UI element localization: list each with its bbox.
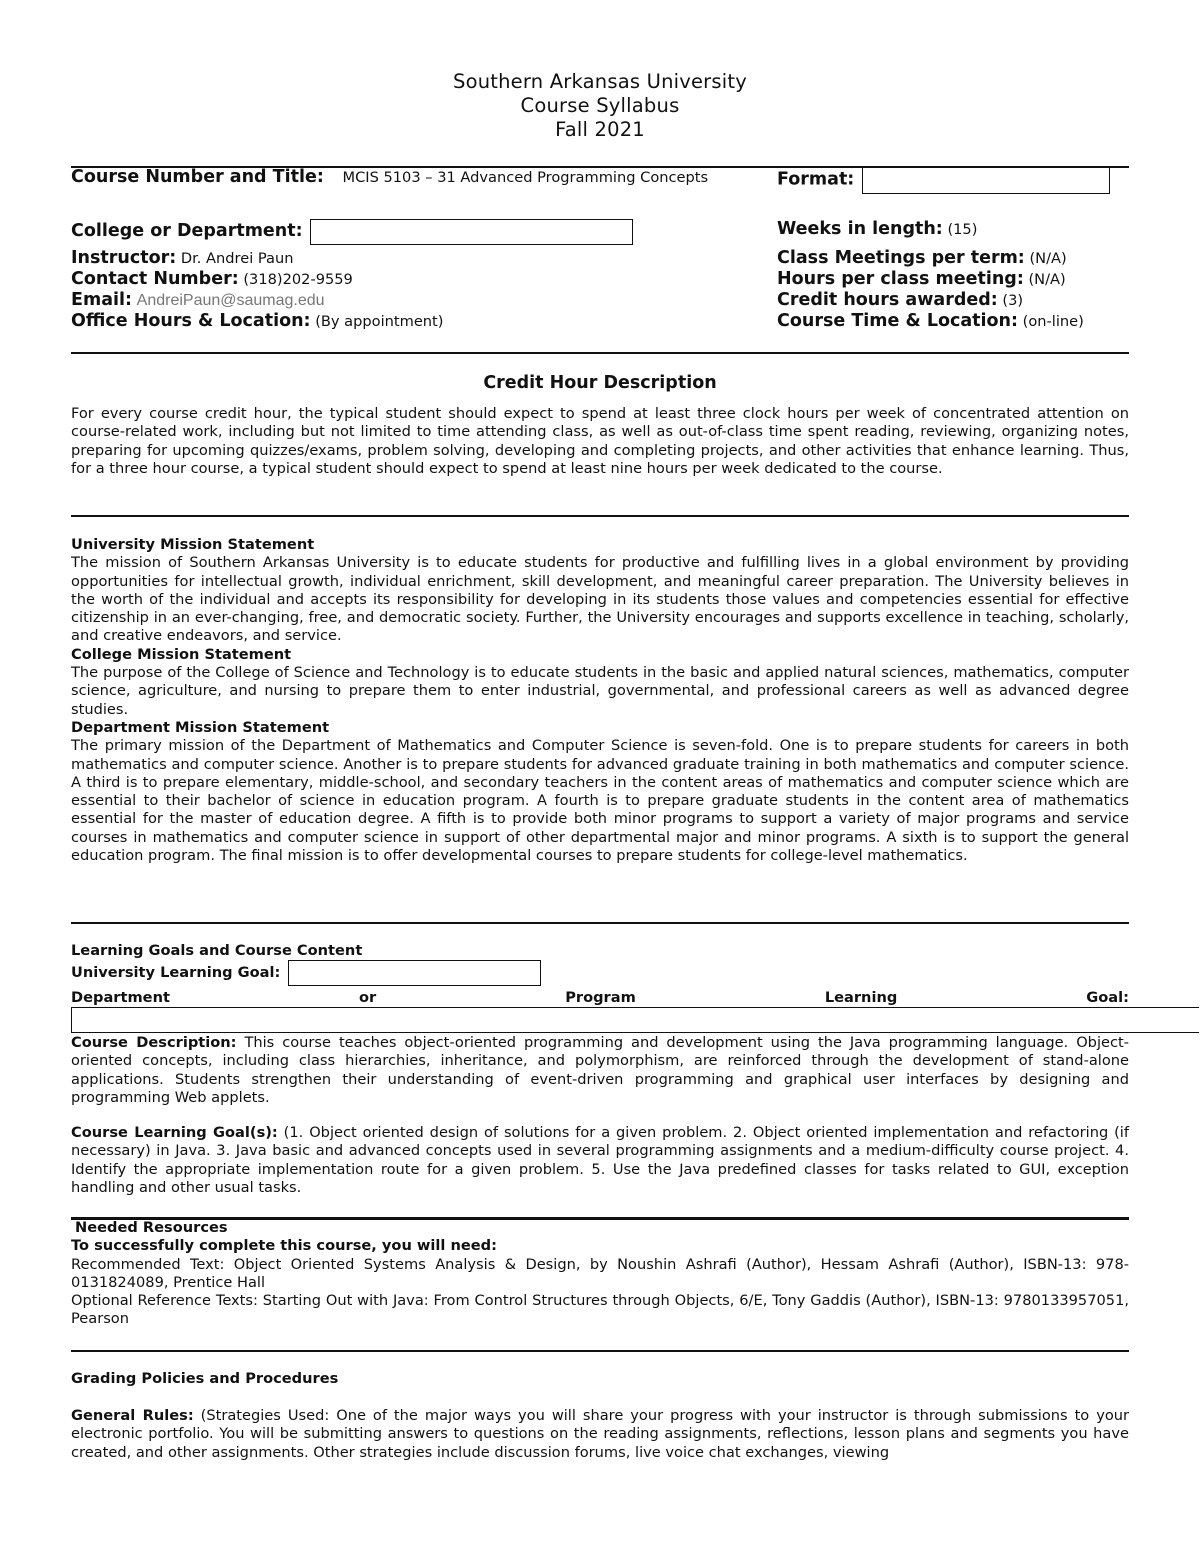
format-label: Format: — [777, 169, 855, 190]
credit-label: Credit hours awarded: — [777, 290, 998, 310]
time-value: (on-line) — [1022, 313, 1084, 330]
course-description-text: This course teaches object-oriented programming and development using the Java programming language. Object-oriented concepts, including class hierarchies, inheritance, and polymorphism, are reinforced through the development of stand-alone applications. Students strengthen their understanding of event-driven programming and graphical user interfaces by designing and programming Web applets. — [71, 1034, 1129, 1106]
format-row — [777, 167, 1110, 194]
divider — [71, 922, 1129, 924]
document-header — [0, 70, 1200, 142]
college-mission-text: The purpose of the College of Science and Technology is to educate students in the basic and applied natural sciences, mathematics, computer science, agriculture, and nursing to prepare them to enter industrial, governmental, and professional careers as well as advanced degree studies. — [71, 664, 1129, 718]
credit-value: (3) — [1002, 292, 1024, 309]
university-goal-label: University Learning Goal: — [71, 964, 281, 981]
college-field[interactable] — [310, 219, 633, 245]
course-number-row — [71, 167, 708, 187]
dept-word: Program — [565, 989, 636, 1006]
course-goals-text: (1. Object oriented design of solutions for a given problem. 2. Object oriented implementation and refactoring (if necessary) in Java. 3. Java basic and advanced concepts used in several programming assignments and a medium-difficulty course project. 4. Identify the appropriate implementation route for a given problem. 5. Use the Java predefined classes for tasks related to GUI, exception handling and other usual tasks. — [71, 1124, 1129, 1196]
meetings-label: Class Meetings per term: — [777, 248, 1025, 268]
time-label: Course Time & Location: — [777, 311, 1019, 331]
contact-value: (318)202-9559 — [243, 271, 353, 288]
email-label: Email: — [71, 290, 132, 310]
department-mission-text: The primary mission of the Department of Mathematics and Computer Science is seven-fold. One is to prepare students for careers in both mathematics and computer science. Another is to prepare students for advanced graduate training in both mathematics and computer science. A third is to prepare elementary, middle-school, and secondary teachers in the content areas of mathematics and computer science which are essential to their bachelor of science in education program. A fourth is to prepare graduate students in the content area of mathematics essential for the master of education degree. A fifth is to provide both minor programs to support a variety of major programs and service courses in mathematics and computer science in support of other departmental major and minor programs. A sixth is to support the general education program. The final mission is to offer developmental courses to prepare students for college-level mathematics. — [71, 737, 1129, 865]
college-row — [71, 219, 633, 245]
dept-word: Department — [71, 989, 170, 1006]
resources-title: Needed Resources — [75, 1219, 228, 1236]
learning-goals-title: Learning Goals and Course Content — [71, 942, 363, 959]
term: Fall 2021 — [555, 118, 645, 141]
instructor-row — [71, 248, 293, 268]
general-rules — [71, 1407, 1129, 1462]
recommended-text: Recommended Text: Object Oriented Systems Analysis & Design, by Noushin Ashrafi (Author), Hessam Ashrafi (Author), ISBN-13: 978-0131824089, Prentice Hall — [71, 1255, 1129, 1291]
time-row — [777, 311, 1084, 331]
format-field[interactable] — [862, 167, 1110, 194]
general-rules-label: General Rules: — [71, 1407, 194, 1424]
instructor-label: Instructor: — [71, 248, 177, 268]
department-goal-label — [71, 989, 1129, 1006]
credit-row — [777, 290, 1023, 310]
course-goals-label: Course Learning Goal(s): — [71, 1124, 278, 1141]
resources-block — [71, 1219, 1129, 1329]
dept-word: Goal: — [1086, 989, 1129, 1006]
weeks-value: (15) — [947, 221, 978, 238]
course-label: Course Number and Title: — [71, 167, 324, 187]
course-learning-goals — [71, 1124, 1129, 1197]
office-label: Office Hours & Location: — [71, 311, 311, 331]
weeks-label: Weeks in length: — [777, 219, 943, 239]
hours-value: (N/A) — [1028, 271, 1066, 288]
department-goal-field[interactable] — [71, 1007, 1199, 1033]
course-value: MCIS 5103 – 31 Advanced Programming Concepts — [342, 169, 709, 186]
university-goal-field[interactable] — [288, 960, 541, 986]
resources-subtitle: To successfully complete this course, you will need: — [71, 1237, 497, 1255]
weeks-row — [777, 219, 977, 239]
email-link[interactable]: AndreiPaun@saumag.edu — [136, 292, 325, 309]
department-mission-title: Department Mission Statement — [71, 718, 330, 736]
hours-label: Hours per class meeting: — [777, 269, 1024, 289]
hours-row — [777, 269, 1066, 289]
university-mission-text: The mission of Southern Arkansas University is to educate students for productive and fulfilling lives in a global environment by providing opportunities for intellectual growth, individual enrichment, skill development, and meaningful career preparation. The University believes in the worth of the individual and accepts its responsibility for developing in its students those values and competencies essential for effective citizenship in an ever-changing, free, and democratic society. Further, the University encourages and supports excellence in teaching, scholarly, and creative endeavors, and service. — [71, 554, 1129, 645]
university-mission-title: University Mission Statement — [71, 536, 315, 553]
credit-hour-text: For every course credit hour, the typical student should expect to spend at least three clock hours per week of concentrated attention on course-related work, including but not limited to time attending class, as well as out-of-class time spent reading, reviewing, organizing notes, preparing for upcoming quizzes/exams, problem solving, developing and completing projects, and other activities that enhance learning. Thus, for a three hour course, a typical student should expect to spend at least nine hours per week dedicated to the course. — [71, 405, 1129, 477]
divider — [71, 352, 1129, 354]
meetings-value: (N/A) — [1029, 250, 1067, 267]
divider — [71, 515, 1129, 517]
contact-label: Contact Number: — [71, 269, 239, 289]
optional-text: Optional Reference Texts: Starting Out with Java: From Control Structures through Objects, 6/E, Tony Gaddis (Author), ISBN-13: 9780133957051, Pearson — [71, 1292, 1129, 1328]
instructor-value: Dr. Andrei Paun — [180, 250, 294, 267]
college-mission-title: College Mission Statement — [71, 645, 292, 663]
document-title: Course Syllabus — [520, 94, 680, 117]
credit-hour-title: Credit Hour Description — [483, 373, 717, 393]
course-description-label: Course Description: — [71, 1034, 237, 1051]
university-name: Southern Arkansas University — [453, 70, 747, 93]
email-row — [71, 290, 325, 310]
mission-block — [71, 536, 1129, 865]
divider — [71, 1350, 1129, 1352]
meetings-row — [777, 248, 1067, 268]
office-value: (By appointment) — [315, 313, 444, 330]
office-row — [71, 311, 443, 331]
grading-title: Grading Policies and Procedures — [71, 1370, 339, 1387]
course-description — [71, 1034, 1129, 1107]
college-label: College or Department: — [71, 221, 303, 241]
general-rules-text: (Strategies Used: One of the major ways you will share your progress with your instructor is through submissions to your electronic portfolio. You will be submitting answers to questions on the reading assignments, reflections, lesson plans and segments you have created, and other assignments. Other strategies include discussion forums, live voice chat exchanges, viewing — [71, 1407, 1130, 1461]
university-goal-row — [71, 960, 541, 986]
contact-row — [71, 269, 353, 289]
dept-word: or — [358, 989, 377, 1006]
dept-word: Learning — [824, 989, 898, 1006]
